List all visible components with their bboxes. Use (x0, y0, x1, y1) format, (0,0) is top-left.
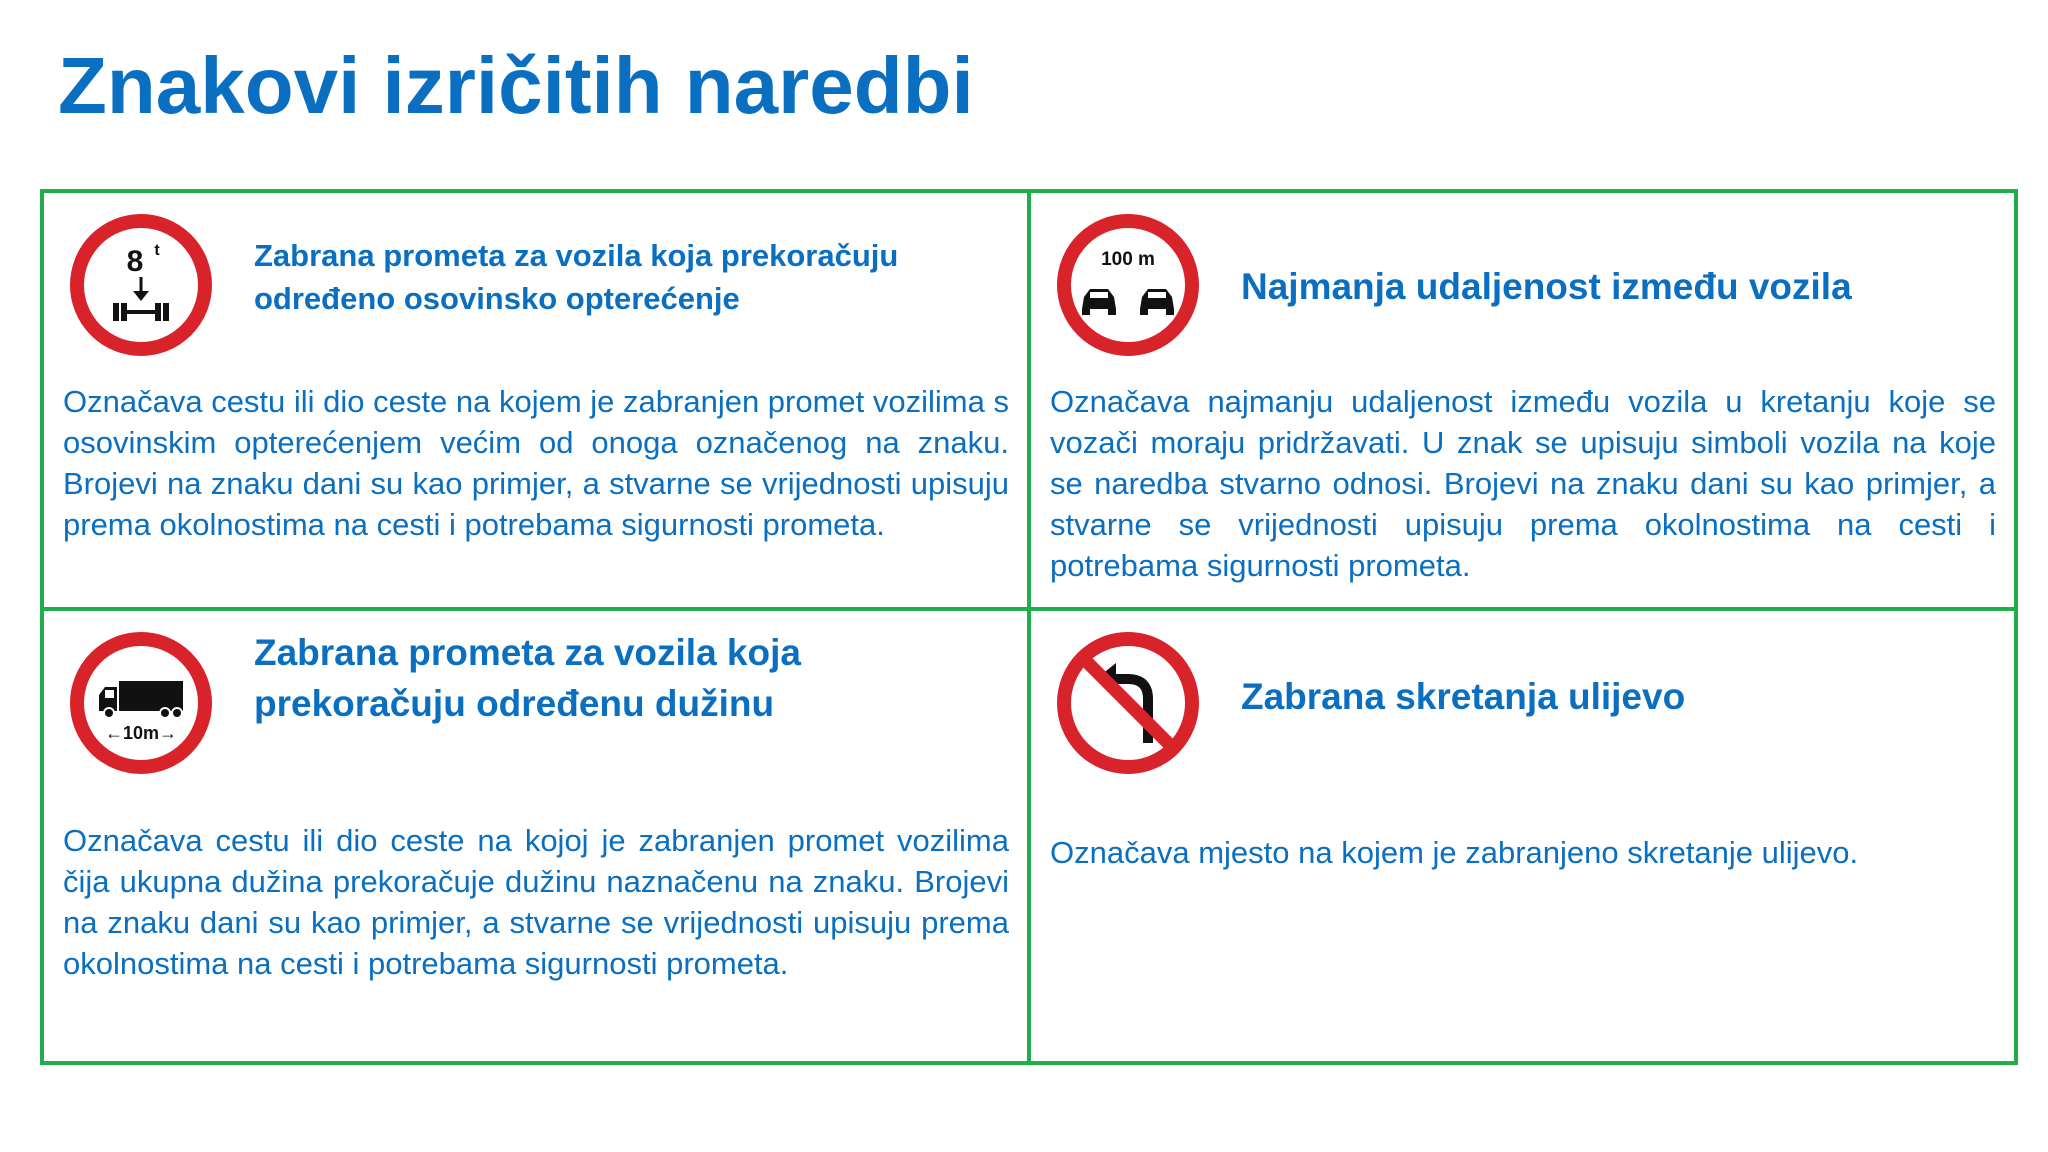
sign-description: Označava cestu ili dio ceste na kojem je zabranjen promet vozilima s osovinskim opterećenjem većim od onoga označenog na znaku. Brojevi na znaku dani su kao primjer, a stvarne se vrijednosti upisuju prema okolnostima na cesti i potrebama sigurnosti prometa. (63, 384, 1009, 542)
sign-title: Zabrana skretanja ulijevo (1241, 676, 1686, 717)
no-left-turn-sign-icon (1056, 631, 1200, 775)
sign-card-no-left-turn (1031, 611, 2018, 1061)
sign-description: Označava cestu ili dio ceste na kojoj je zabranjen promet vozilima čija ukupna dužina prekoračuje dužinu naznačenu na znaku. Brojevi na znaku dani su kao primjer, a stvarne se vrijednosti upisuju prema okolnostima na cesti i potrebama sigurnosti prometa. (63, 823, 1009, 981)
sign-title: Zabrana prometa za vozila koja prekoračuju određenu dužinu (254, 632, 801, 725)
sign-card-minimum-distance (1031, 193, 2018, 611)
page-title: Znakovi izričitih naredbi (58, 41, 974, 130)
sign-title: Najmanja udaljenost između vozila (1241, 266, 1852, 307)
sign-description: Označava najmanju udaljenost između vozila u kretanju koje se vozači moraju pridržavati. U znak se upisuju simboli vozila na koje se naredba stvarno odnosi. Brojevi na znaku dani su kao primjer, a stvarne se vrijednosti upisuju prema okolnostima na cesti i potrebama sigurnosti prometa. (1050, 384, 1996, 583)
sign-distance-value: 100 m (1101, 249, 1155, 270)
axle-load-sign-icon (69, 213, 213, 357)
sign-card-axle-load (44, 193, 1031, 611)
sign-axle-number: 8 (126, 245, 144, 278)
sign-card-vehicle-length (44, 611, 1031, 1061)
sign-axle-unit: t (154, 242, 160, 259)
sign-title: Zabrana prometa za vozila koja prekoračuju određeno osovinsko opterećenje (254, 238, 899, 316)
sign-description: Označava mjesto na kojem je zabranjeno skretanje ulijevo. (1050, 835, 1859, 870)
minimum-distance-sign-icon (1056, 213, 1200, 357)
sign-grid (40, 189, 2018, 1065)
sign-length-value: ←10m→ (104, 723, 178, 743)
vehicle-length-sign-icon (69, 631, 213, 775)
